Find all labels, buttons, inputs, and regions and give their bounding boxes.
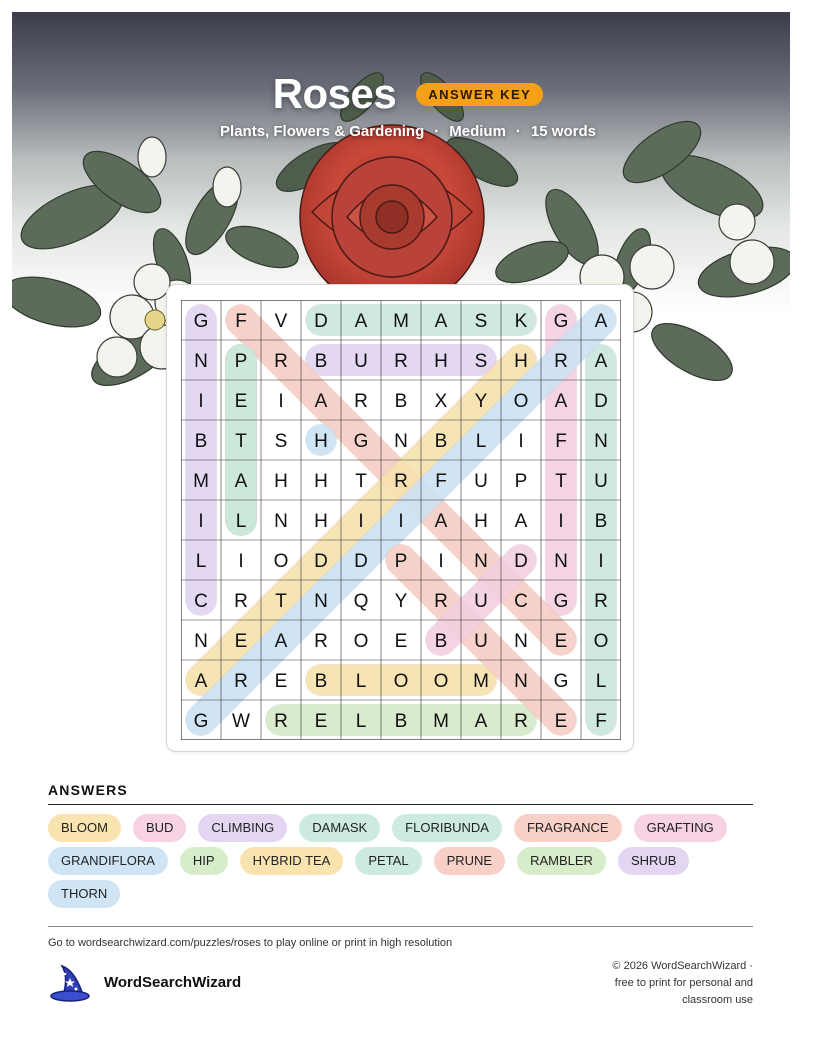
grid-letter[interactable]: O — [393, 671, 409, 692]
grid-letter[interactable]: A — [434, 311, 448, 332]
grid-letter[interactable]: A — [314, 391, 328, 412]
grid-letter[interactable]: G — [553, 591, 569, 612]
grid-letter[interactable]: A — [594, 351, 608, 372]
grid-letter[interactable]: F — [595, 711, 607, 732]
answer-chip: PRUNE — [434, 847, 506, 875]
grid-letter[interactable]: L — [475, 431, 487, 452]
brand[interactable] — [48, 962, 241, 1002]
grid-letter[interactable]: B — [394, 391, 408, 412]
grid-letter[interactable]: H — [274, 471, 288, 492]
grid-letter[interactable]: S — [474, 311, 488, 332]
grid-letter[interactable]: I — [198, 511, 204, 532]
grid-letter[interactable]: O — [353, 631, 369, 652]
grid-letter[interactable]: G — [553, 671, 569, 692]
grid-letter[interactable]: R — [594, 591, 608, 612]
grid-letter[interactable]: R — [234, 671, 248, 692]
grid-letter[interactable]: E — [234, 391, 248, 412]
grid-letter[interactable]: R — [274, 711, 288, 732]
grid-letter[interactable]: U — [594, 471, 608, 492]
grid-letter[interactable]: L — [595, 671, 607, 692]
grid-letter[interactable]: O — [593, 631, 609, 652]
grid-letter[interactable]: D — [594, 391, 608, 412]
grid-letter[interactable]: T — [235, 431, 247, 452]
grid-letter[interactable]: D — [314, 311, 328, 332]
grid-letter[interactable]: U — [474, 471, 488, 492]
grid-letter[interactable]: L — [235, 511, 247, 532]
grid-letter[interactable]: E — [554, 711, 568, 732]
page-title: Roses — [272, 70, 397, 117]
grid-letter[interactable]: S — [274, 431, 288, 452]
grid-letter[interactable]: G — [193, 711, 209, 732]
answer-chip: FRAGRANCE — [514, 814, 622, 842]
grid-letter[interactable]: N — [314, 591, 328, 612]
grid-letter[interactable]: O — [433, 671, 449, 692]
grid-letter[interactable]: N — [514, 671, 528, 692]
grid-letter[interactable]: A — [554, 391, 568, 412]
grid-letter[interactable]: E — [314, 711, 328, 732]
grid-letter[interactable]: N — [554, 551, 568, 572]
grid-letter[interactable]: R — [234, 591, 248, 612]
brand-name: WordSearchWizard — [104, 973, 242, 991]
grid-letter[interactable]: K — [514, 311, 528, 332]
copyright — [553, 958, 753, 1009]
answer-chip: CLIMBING — [198, 814, 287, 842]
difficulty-label: Medium — [449, 123, 506, 140]
answer-chip: GRANDIFLORA — [48, 847, 168, 875]
grid-letter[interactable]: N — [594, 431, 608, 452]
answers-heading: ANSWERS — [48, 782, 128, 798]
grid-letter[interactable]: R — [554, 351, 568, 372]
grid-letter[interactable]: H — [474, 511, 488, 532]
grid-letter[interactable]: I — [198, 391, 204, 412]
divider — [48, 804, 753, 805]
grid-letter[interactable]: L — [355, 711, 367, 732]
grid-letter[interactable]: B — [314, 671, 328, 692]
answer-chip: BLOOM — [48, 814, 121, 842]
grid-letter[interactable]: N — [194, 631, 208, 652]
grid-letter[interactable]: R — [394, 471, 408, 492]
grid-letter[interactable]: I — [398, 511, 404, 532]
copyright-line: classroom use — [682, 994, 753, 1006]
answer-chip: HIP — [180, 847, 228, 875]
grid-letter[interactable]: S — [474, 351, 488, 372]
grid-letter[interactable]: R — [394, 351, 408, 372]
answer-chip: GRAFTING — [634, 814, 727, 842]
grid-letter[interactable]: E — [234, 631, 248, 652]
grid-letter[interactable]: A — [194, 671, 208, 692]
grid-letter[interactable]: P — [394, 551, 408, 572]
answer-chip: RAMBLER — [517, 847, 606, 875]
grid-letter[interactable]: R — [274, 351, 288, 372]
grid-letter[interactable]: O — [513, 391, 529, 412]
separator-dot: · — [434, 123, 440, 140]
grid-letter[interactable]: B — [434, 631, 448, 652]
grid-letter[interactable]: L — [355, 671, 367, 692]
grid-letter[interactable]: U — [354, 351, 368, 372]
grid-letter[interactable]: F — [235, 311, 247, 332]
grid-letter[interactable]: T — [555, 471, 567, 492]
grid-letter[interactable]: E — [394, 631, 408, 652]
grid-letter[interactable]: B — [434, 431, 448, 452]
wizard-hat-icon — [48, 962, 92, 1002]
grid-letter[interactable]: P — [234, 351, 248, 372]
grid-letter[interactable]: N — [194, 351, 208, 372]
grid-letter[interactable]: I — [358, 511, 364, 532]
grid-letter[interactable]: G — [553, 311, 569, 332]
grid-letter[interactable]: F — [435, 471, 447, 492]
divider — [48, 926, 753, 927]
grid-letter[interactable]: N — [394, 431, 408, 452]
grid-letter[interactable]: A — [274, 631, 288, 652]
grid-letter[interactable]: Q — [353, 591, 369, 612]
answer-key-badge: ANSWER KEY — [416, 83, 543, 106]
word-count-label: 15 words — [530, 123, 596, 140]
grid-letter[interactable]: I — [598, 551, 604, 572]
grid-letter[interactable]: R — [354, 391, 368, 412]
grid-letter[interactable]: R — [514, 711, 528, 732]
grid-letter[interactable]: D — [514, 551, 528, 572]
grid-letter[interactable]: O — [273, 551, 289, 572]
grid-letter[interactable]: R — [434, 591, 448, 612]
grid-letter[interactable]: P — [514, 471, 528, 492]
grid-letter[interactable]: C — [194, 591, 208, 612]
grid-letter[interactable]: T — [275, 591, 287, 612]
grid-letter[interactable]: A — [434, 511, 448, 532]
grid-letter[interactable]: H — [314, 431, 328, 452]
word-grid — [181, 300, 621, 740]
copyright-line: free to print for personal and — [614, 977, 753, 989]
grid-letter[interactable]: B — [314, 351, 328, 372]
answer-chip: BUD — [133, 814, 186, 842]
grid-letter[interactable]: B — [594, 511, 608, 532]
grid-letter[interactable]: G — [193, 311, 209, 332]
grid-letter[interactable]: B — [194, 431, 208, 452]
category-label: Plants, Flowers & Gardening — [220, 123, 425, 140]
puzzle-meta — [0, 123, 816, 140]
grid-letter[interactable]: M — [193, 471, 209, 492]
answer-chip: THORN — [48, 880, 120, 908]
grid-letter[interactable]: I — [518, 431, 524, 452]
answer-chip: HYBRID TEA — [240, 847, 344, 875]
puzzle-board — [166, 284, 634, 752]
grid-letter[interactable]: L — [195, 551, 207, 572]
grid-letter[interactable]: T — [355, 471, 367, 492]
separator-dot: · — [515, 123, 521, 140]
grid-letter[interactable]: I — [238, 551, 244, 572]
copyright-line: © 2026 WordSearchWizard · — [612, 960, 753, 972]
grid-letter[interactable]: U — [474, 591, 488, 612]
grid-letter[interactable]: Y — [474, 391, 488, 412]
grid-letter[interactable]: E — [554, 631, 568, 652]
grid-letter[interactable]: M — [473, 671, 489, 692]
grid-letter[interactable]: Y — [394, 591, 408, 612]
grid-letter[interactable]: H — [314, 511, 328, 532]
grid-letter[interactable]: E — [274, 671, 288, 692]
grid-letter[interactable]: W — [232, 711, 250, 732]
grid-letter[interactable]: I — [278, 391, 284, 412]
grid-letter[interactable]: H — [314, 471, 328, 492]
grid-letter[interactable]: N — [274, 511, 288, 532]
grid-letter[interactable]: A — [354, 311, 368, 332]
grid-letter[interactable]: I — [558, 511, 564, 532]
answer-list — [48, 814, 768, 908]
grid-letter[interactable]: I — [438, 551, 444, 572]
grid-letter[interactable]: N — [474, 551, 488, 572]
answer-chip: PETAL — [355, 847, 421, 875]
grid-letter[interactable]: M — [433, 711, 449, 732]
grid-letter[interactable]: B — [394, 711, 408, 732]
grid-letter[interactable]: M — [393, 311, 409, 332]
grid-letter[interactable]: D — [314, 551, 328, 572]
grid-letter[interactable]: A — [234, 471, 248, 492]
answer-chip: FLORIBUNDA — [392, 814, 502, 842]
grid-letter[interactable]: G — [353, 431, 369, 452]
grid-letter[interactable]: H — [514, 351, 528, 372]
grid-letter[interactable]: D — [354, 551, 368, 572]
grid-letter[interactable]: H — [434, 351, 448, 372]
grid-letter[interactable]: A — [514, 511, 528, 532]
answer-chip: SHRUB — [618, 847, 690, 875]
grid-letter[interactable]: R — [314, 631, 328, 652]
grid-letter[interactable]: N — [514, 631, 528, 652]
title-row — [0, 70, 816, 118]
answer-chip: DAMASK — [299, 814, 380, 842]
grid-letter[interactable]: A — [594, 311, 608, 332]
grid-letter[interactable]: V — [274, 311, 288, 332]
grid-letter[interactable]: X — [434, 391, 448, 412]
grid-letter[interactable]: U — [474, 631, 488, 652]
footer-link-text[interactable]: Go to wordsearchwizard.com/puzzles/roses to play online or print in high resolution — [48, 937, 453, 949]
grid-letter[interactable]: C — [514, 591, 528, 612]
grid-letter[interactable]: F — [555, 431, 567, 452]
grid-letter[interactable]: A — [474, 711, 488, 732]
